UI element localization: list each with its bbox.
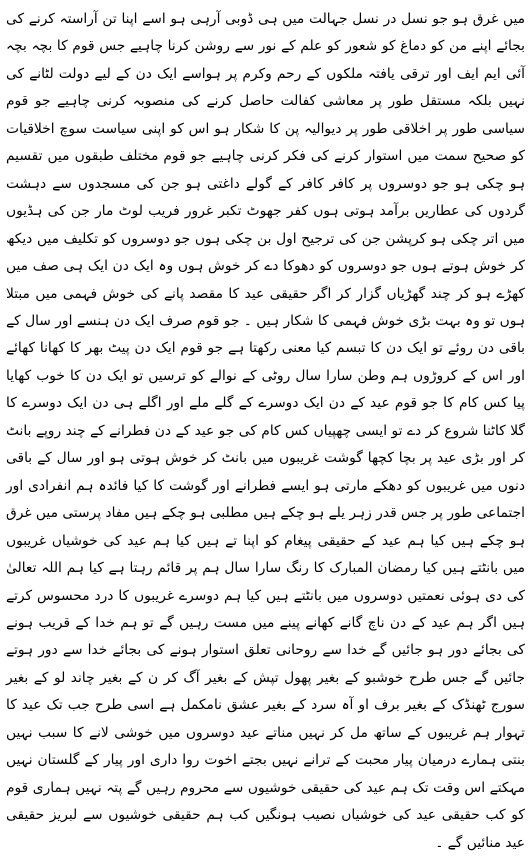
article-body: میں غرق ہو جو نسل در نسل جہالت میں ہی ڈوبی آرہی ہو اسے اپنا تن آراستہ کرنے کی بجائے اپنے من کو دماغ کو شعور کو علم کے نور سے روشن کرنا چاہیے جس قوم کا بچہ بچہ آئی ایم ایف اور ترقی یافتہ ملکوں کے رحم وکرم پر ہواسے ایک دن کے لیے دولت لٹانے کی نہیں بلکہ مستقل طور پر معاشی کفالت حاصل کرنے کی منصوبہ کرنی چاہیے جو قوم سیاسی طور پر اخلاقی طور پر دیوالیہ پن کا شکار ہو اس کو اپنی سیاست سوچ اخلاقیات کو صحیح سمت میں استوار کرنے کی فکر کرنی چاہیے جو قوم مختلف طبقوں میں تقسیم ہو چکی ہو جو دوسروں پر کافر کافر کے گولے داغتی ہو جن کی مسجدوں سے دہشت گردوں کی عطاریں برآمد ہوتی ہوں کفر جھوٹ تکبر غرور فریب لوٹ مار جن کی ہڈیوں میں اتر چکی ہو کرپشن جن کی ترجیح اول بن چکی ہوں جو دوسروں کو تکلیف میں دیکھ کر خوش ہوتے ہوں جو دوسروں کو دھوکا دے کر خوش ہوں وہ ایک دن ایک ہی صف میں کھڑے ہو کر چند گھڑیاں گزار کر اگر حقیقی عید کا مقصد پانے کی خوش فہمی میں مبتلا ہوں تو وہ بہت بڑی خوش فہمی کا شکار ہیں ۔ جو قوم صرف ایک دن ہنسے اور سال کے باقی دن روئے تو ایک دن کا تبسم کیا معنی رکھتا ہے جو قوم ایک دن پیٹ بھر کا کھانا کھائے اور اس کے کروڑوں ہم وطن سارا سال روٹی کے نوالے کو ترسیں تو ایک دن کا خوب کھایا پیا کس کام کا جو قوم عید کے دن ایک دوسرے کے گلے ملے اور اگلے ہی دن ایک دوسرے کا گلا کاٹنا شروع کر دے تو ایسی چھپیاں کس کام کی جو عید کے دن فطرانے کے چند روپے بانٹ کر اور بڑی عید پر بچا کچھا گوشت غریبوں میں بانٹ کر خوش ہوتی ہو اور سال کے باقی دنوں میں غریبوں کو دھکے مارتی ہو ایسے فطرانے اور گوشت کا کیا فائدہ ہم انفرادی اور اجتماعی طور پر جس قدر زہر یلے ہو چکے ہیں مطلبی ہو چکے ہیں مفاد پرستی میں غرق ہو چکے ہیں کیا ہم عید کے حقیقی پیغام کو اپنا تے ہیں کیا ہم عید کی خوشیاں غریبوں میں بانٹتے ہیں کیا رمضان المبارک کا رنگ سارا سال ہم پر قائم رہتا ہے کیا ہم اللہ تعالیٰ کی دی ہوئی نعمتیں دوسروں میں بانٹتے ہیں کیا ہم دوسرے غریبوں کا درد محسوس کرتے ہیں اگر ہم عید کے دن ناچ گانے کھانے پینے میں مست رہیں گے تو ہم خدا کے قریب ہونے کی بجائے دور ہو جائیں گے خدا سے روحانی تعلق استوار ہونے کی بجائے خدا سے دور ہوتے جائیں گے جس طرح خوشبو کے بغیر پھول تپش کے بغیر آگ کر ن کے بغیر چاند لو کے بغیر سورج ٹھنڈک کے بغیر برف او آہ سرد کے بغیر عشق نامکمل ہے اسی طرح جب تک عید کا تہوار ہم غریبوں کے ساتھ مل کر نہیں مناتے عید دوسروں میں خوشی لانے کا سبب نہیں بنتی ہمارے درمیان پیار محبت کے ترانے نہیں بجتے اخوت روا داری اور پیار کے گلستان نہیں مہکتے اس وقت تک ہم عید کی حقیقی خوشیوں سے محروم رہیں گے پتہ نہیں ہماری قوم کو کب حقیقی عید کی خوشیاں نصیب ہونگیں کب ہم حقیقی خوشیوں سے لبریز حقیقی عید منائیں گے ۔ [6, 11, 525, 851]
